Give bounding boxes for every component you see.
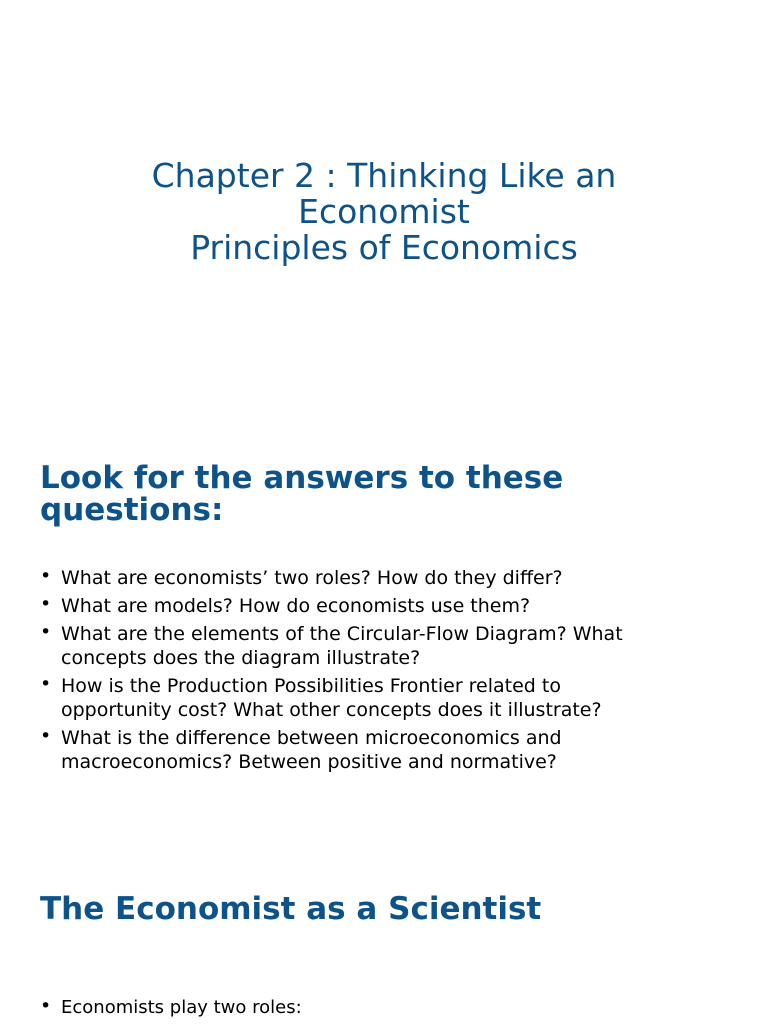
bullet-icon: • [40,593,52,615]
bullet-icon: • [40,673,52,695]
bullet-icon: • [40,995,52,1017]
list-item-text: What are economists’ two roles? How do they differ? [61,567,563,589]
list-item [40,996,730,1020]
bullet-icon: • [40,621,52,643]
heading-line: questions: [40,492,224,528]
list-item-text: concepts does the diagram illustrate? [61,647,421,669]
list-item [40,622,730,670]
heading-line: Look for the answers to these [40,460,564,496]
roles-list [40,996,730,1024]
title-line: Chapter 2 : Thinking Like an [151,156,617,195]
bullet-icon: • [40,725,52,747]
bullet-icon: • [40,565,52,587]
list-item-text: Economists play two roles: [61,997,302,1018]
list-item [40,674,730,722]
list-item [40,726,730,774]
list-item-text: What is the difference between microeconomics and [61,727,562,749]
list-item [40,594,730,618]
list-item-text: macroeconomics? Between positive and normative? [61,751,557,773]
title-line: Economist [298,192,470,231]
list-item-text: What are the elements of the Circular-Flow Diagram? What [61,623,623,645]
list-item [40,566,730,590]
slide-title [0,158,768,266]
questions-heading [40,462,740,526]
list-item-text: opportunity cost? What other concepts does it illustrate? [61,699,602,721]
subtitle-line: Principles of Economics [190,228,578,267]
question-list [40,566,730,778]
list-item-text: What are models? How do economists use them? [61,595,531,617]
scientist-heading: The Economist as a Scientist [40,891,542,927]
list-item-text: How is the Production Possibilities Frontier related to [61,675,561,697]
